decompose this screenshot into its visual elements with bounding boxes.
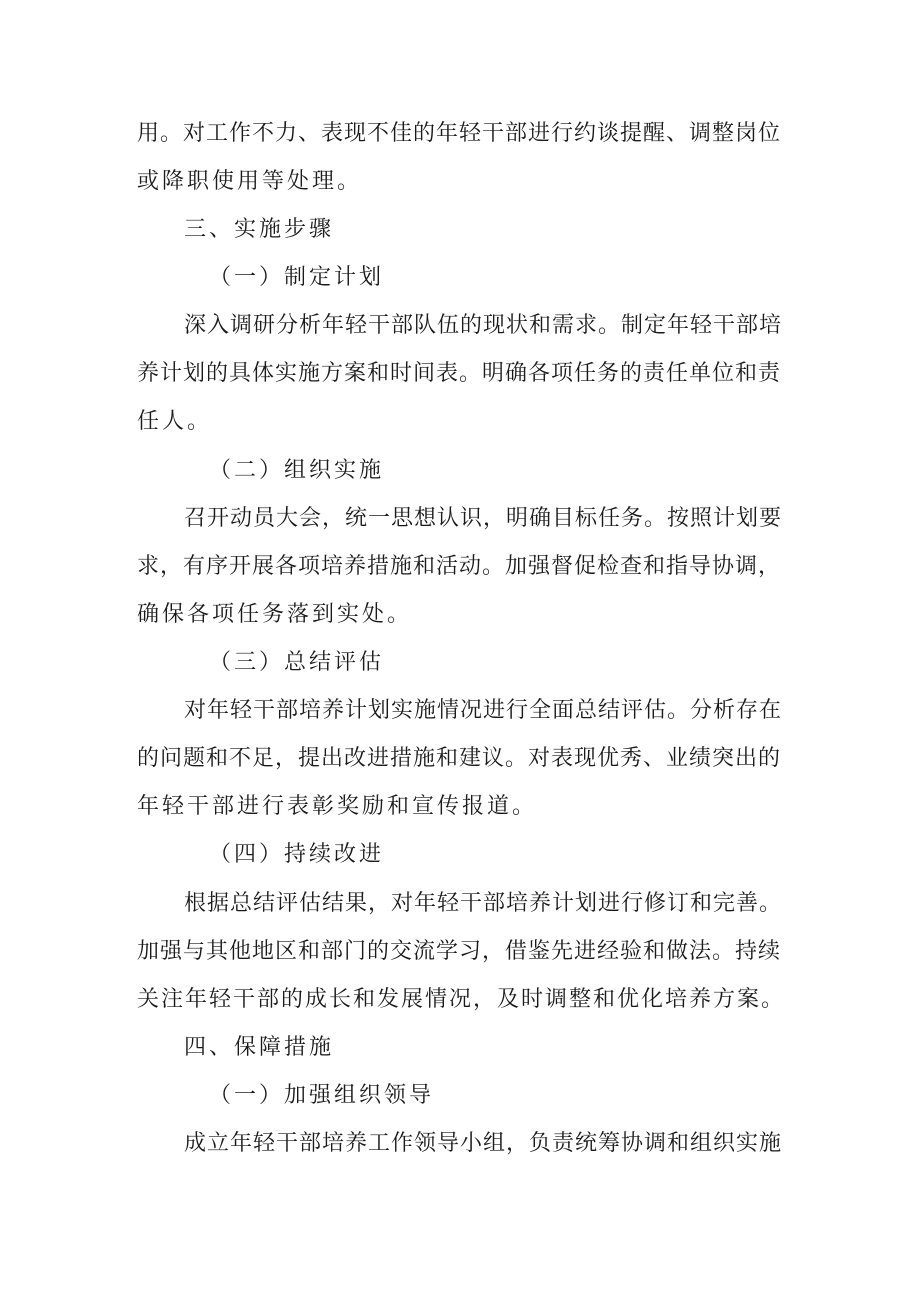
paragraph-line: 用。对工作不力、表现不佳的年轻干部进行约谈提醒、调整岗位 <box>137 121 782 146</box>
section-heading: 四、保障措施 <box>184 1035 335 1060</box>
subsection-heading: （二）组织实施 <box>209 458 385 483</box>
paragraph-line: 求，有序开展各项培养措施和活动。加强督促检查和指导协调， <box>137 554 782 579</box>
paragraph-line: 根据总结评估结果，对年轻干部培养计划进行修订和完善。 <box>184 891 783 916</box>
paragraph-line: 或降职使用等处理。 <box>137 169 363 194</box>
paragraph-line: 确保各项任务落到实处。 <box>137 602 413 627</box>
subsection-heading: （四）持续改进 <box>209 842 385 867</box>
paragraph-line: 任人。 <box>137 409 213 434</box>
paragraph-line: 成立年轻干部培养工作领导小组，负责统筹协调和组织实施 <box>184 1131 783 1156</box>
subsection-heading: （一）制定计划 <box>209 265 385 290</box>
paragraph-line: 加强与其他地区和部门的交流学习，借鉴先进经验和做法。持续 <box>137 939 782 964</box>
paragraph-line: 的问题和不足，提出改进措施和建议。对表现优秀、业绩突出的 <box>137 746 782 771</box>
paragraph-line: 关注年轻干部的成长和发展情况，及时调整和优化培养方案。 <box>137 987 786 1012</box>
subsection-heading: （一）加强组织领导 <box>209 1083 435 1108</box>
paragraph-line: 召开动员大会，统一思想认识，明确目标任务。按照计划要 <box>184 506 783 531</box>
section-heading: 三、实施步骤 <box>184 217 335 242</box>
paragraph-line: 深入调研分析年轻干部队伍的现状和需求。制定年轻干部培 <box>184 313 783 338</box>
subsection-heading: （三）总结评估 <box>209 650 385 675</box>
paragraph-line: 养计划的具体实施方案和时间表。明确各项任务的责任单位和责 <box>137 361 782 386</box>
paragraph-line: 年轻干部进行表彰奖励和宣传报道。 <box>137 794 538 819</box>
paragraph-line: 对年轻干部培养计划实施情况进行全面总结评估。分析存在 <box>184 698 783 723</box>
